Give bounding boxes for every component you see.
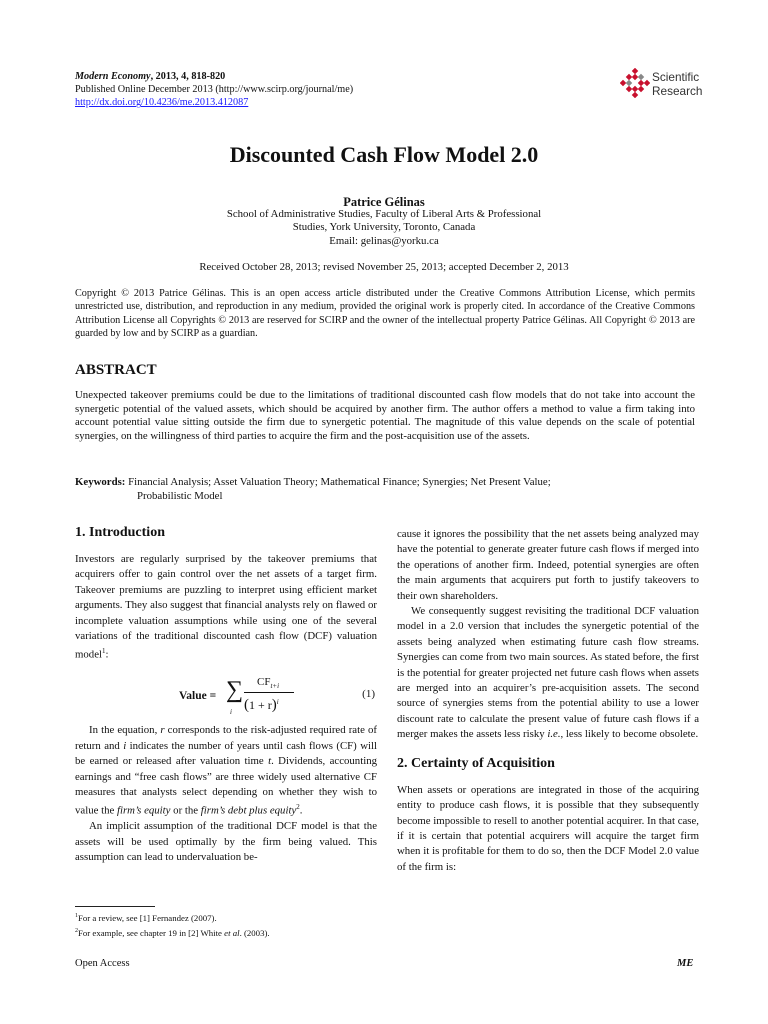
footnote-1: $^1$For a review, see [1] Fernandez (2007). <box>75 912 217 923</box>
abstract-text: Unexpected takeover premiums could be due to the limitations of traditional discounted cash flow models that do not take into account the synergetic potential of the valued assets, which should be acquired by another firm. The author offers a method to value a firm taking into account potential value sitting outside the firm due to synergetic potential. The magnitude of this value depends on the scale of potential synergies, on the willingness of third parties to acquire the firm and the post-acquisition use of the assets. <box>75 389 695 442</box>
right-paragraph-2: We consequently suggest revisiting the traditional DCF valuation model in a 2.0 version that includes the synergetic potential of the assets being analyzed when estimating future cash flow streams. Synergies can come from two main sources. As stated before, the first is the potential for greater projected net future cash flows when assets are merged into an acquirer’s pre-acquisition assets. The second source of synergies stems from the potential ability to use a lower discount rate to calculate the present value of future cash flows if a merger makes the assets less risky i.e., less likely to become obsolete. <box>397 605 699 741</box>
abstract-heading: ABSTRACT <box>75 362 157 378</box>
intro-paragraph-1: Investors are regularly surprised by the takeover premiums that acquirers offer to gain control over the net assets of a target firm. Takeover premiums are puzzling to interpret using efficient market arguments. They also suggest that financial analysts rely on flawed or incomplete valuation assumptions while using one of the several variations of the traditional discounted cash flow (DCF) valuation model$^1$: <box>75 553 377 662</box>
section-heading-certainty: 2. Certainty of Acquisition <box>397 755 555 771</box>
footer-open-access: Open Access <box>75 958 130 969</box>
right-paragraph-1: cause it ignores the possibility that the net assets being analyzed may have the potential to generate greater future cash flows if merged into the operations of another firm. Indeed, potential synergies are often the main arguments that acquirers put forth to justify takeovers to their own shareholders. <box>397 528 699 602</box>
author-email: Email: gelinas@yorku.ca <box>329 234 439 247</box>
footer-journal-abbrev: ME <box>677 958 694 969</box>
received-dates: Received October 28, 2013; revised November 25, 2013; accepted December 2, 2013 <box>199 261 569 273</box>
published-line: Published Online December 2013 (http://www.scirp.org/journal/me) <box>75 84 354 96</box>
author-affiliation: School of Administrative Studies, Faculty of Liberal Arts & Professional Studies, York University, Toronto, Canada Email: gelinas@yorku.ca <box>0 208 768 248</box>
section-heading-introduction: 1. Introduction <box>75 525 165 540</box>
footnote-divider <box>75 906 155 907</box>
copyright-notice: Copyright © 2013 Patrice Gélinas. This is an open access article distributed under the Creative Commons Attribution License, which permits unrestricted use, distribution, and reproduction in any medium, provided the original work is properly cited. In accordance of the Creative Commons Attribution License all Copyrights © 2013 are reserved for SCIRP and the owner of the intellectual property Patrice Gélinas. All Copyright © 2013 are guarded by low and by SCIRP as a guardian. <box>75 288 695 339</box>
doi-link[interactable]: http://dx.doi.org/10.4236/me.2013.412087 <box>75 97 249 109</box>
right-column <box>397 527 699 875</box>
journal-header <box>75 70 635 110</box>
footnotes <box>75 910 270 941</box>
logo-text: Scientific Research <box>652 70 703 98</box>
scientific-research-logo <box>620 68 710 102</box>
keywords-label: Keywords: <box>75 476 126 488</box>
paper-title: Discounted Cash Flow Model 2.0 <box>229 142 539 167</box>
keywords: Keywords: Financial Analysis; Asset Valuation Theory; Mathematical Finance; Synergies; Net Present Value; Probabilistic Model <box>75 476 551 502</box>
footnote-2: $^2$For example, see chapter 19 in [2] White et al. (2003). <box>75 928 270 939</box>
logo-mark-icon <box>620 68 650 98</box>
equation-1: Value = ∑ i $CF_{t+i}$ $(1 + r)^i$ (1) <box>179 676 375 717</box>
author-name: Patrice Gélinas <box>343 195 425 209</box>
journal-citation: Modern Economy, 2013, 4, 818-820 <box>75 71 226 82</box>
intro-paragraph-3: An implicit assumption of the traditional DCF model is that the assets will be used optimally by the firm being valued. This assumption can lead to undervaluation be- <box>75 820 377 864</box>
equation-number: (1) <box>362 688 375 701</box>
right-paragraph-3: When assets or operations are integrated in those of the acquiring entity to produce cash flows, it is possible that they subsequently become impossible to resell to another potential acquirer. In that case, if it is certain that potential acquirers will acquire the target firm when it is profitable for them to do so, then the DCF Model 2.0 value of the firm is: <box>397 783 699 873</box>
left-column <box>75 524 377 866</box>
journal-name: Modern Economy <box>75 71 151 82</box>
intro-paragraph-2: In the equation, r corresponds to the risk-adjusted required rate of return and i indicates the number of years until cash flows (CF) will be earned or released after valuation time t. Dividends, accounting earnings and “free cash flows” are three widely used alternative CF measures that analysts select depending on whether they wish to value the firm’s equity or the firm’s debt plus equity$^2$. <box>75 724 377 818</box>
